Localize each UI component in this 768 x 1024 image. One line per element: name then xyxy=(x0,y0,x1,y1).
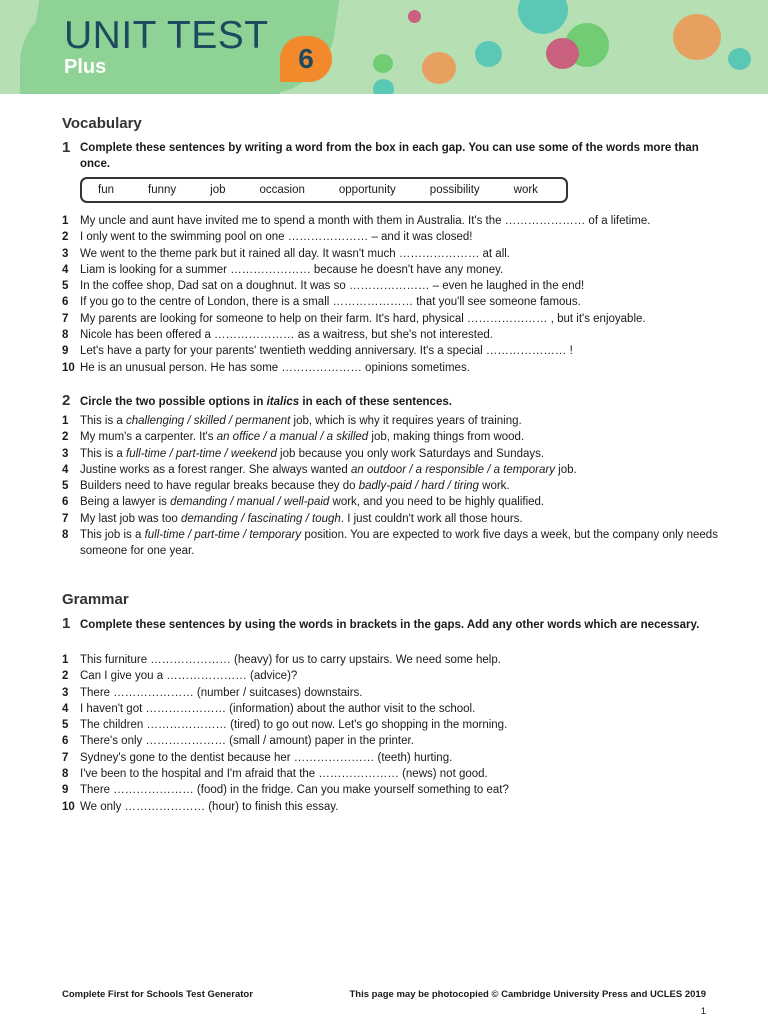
item-text: My mum's a carpenter. It's xyxy=(80,431,217,444)
item-number: 6 xyxy=(62,296,69,309)
item-text: work, and you need to be highly qualified. xyxy=(329,496,545,509)
instruction-italic: italics xyxy=(266,396,300,408)
decor-dot xyxy=(673,14,721,60)
item-text: This furniture ………………… (heavy) for us to carry upstairs. We need some help. xyxy=(80,654,501,666)
page-subtitle: Plus xyxy=(64,56,107,78)
list-item xyxy=(62,360,720,376)
item-number: 10 xyxy=(62,361,75,374)
item-text: We only ………………… (hour) to finish this essay. xyxy=(80,800,339,813)
item-text: Sydney's gone to the dentist because her ………………… (teeth) hurting. xyxy=(80,751,453,764)
item-options: demanding / fascinating / tough xyxy=(180,512,341,525)
list-item xyxy=(62,262,720,278)
item-options: full-time / part-time / weekend xyxy=(126,447,277,460)
item-number: 7 xyxy=(62,512,69,525)
item-options: badly-paid / hard / tiring xyxy=(358,480,479,493)
list-item xyxy=(62,494,720,510)
list-item xyxy=(62,343,720,359)
item-text: This is a xyxy=(80,447,127,460)
decor-dot xyxy=(475,41,502,67)
item-number: 1 xyxy=(62,415,69,427)
unit-number-badge: 6 xyxy=(280,36,332,82)
decor-dot xyxy=(408,10,421,23)
item-text: job. xyxy=(554,463,577,476)
item-text: If you go to the centre of London, there is a small ………………… that you'll see someone famous. xyxy=(80,296,581,309)
list-item xyxy=(62,246,720,262)
list-item xyxy=(62,717,720,733)
list-item xyxy=(62,462,720,478)
item-number: 2 xyxy=(62,431,69,444)
exercise-number: 2 xyxy=(62,392,71,409)
item-text: Can I give you a ………………… (advice)? xyxy=(80,670,298,683)
item-text: There ………………… (number / suitcases) downstairs. xyxy=(80,686,363,699)
word-box-word: possibility xyxy=(429,184,480,196)
instruction-text: in each of these sentences. xyxy=(299,396,452,408)
item-number: 10 xyxy=(62,800,75,813)
list-item xyxy=(62,527,720,560)
item-text: Nicole has been offered a ………………… as a waitress, but she's not interested. xyxy=(80,329,493,342)
list-item xyxy=(62,213,720,229)
list-item xyxy=(62,327,720,343)
item-number: 8 xyxy=(62,329,69,342)
footer-left: Complete First for Schools Test Generator xyxy=(62,989,253,1000)
vocabulary-ex1-items xyxy=(62,213,720,376)
vocabulary-heading: Vocabulary xyxy=(62,115,142,132)
item-number: 6 xyxy=(62,496,69,509)
list-item xyxy=(62,766,720,782)
item-text: work. xyxy=(478,480,510,493)
item-number: 2 xyxy=(62,670,69,683)
list-item xyxy=(62,782,720,798)
item-number: 4 xyxy=(62,702,69,715)
decor-dot xyxy=(422,52,456,84)
item-options: challenging / skilled / permanent xyxy=(126,415,291,427)
item-number: 6 xyxy=(62,735,69,748)
exercise-instruction: Complete these sentences by using the words in brackets in the gaps. Add any other words which are necessary. xyxy=(80,619,700,631)
item-text: We went to the theme park but it rained all day. It wasn't much ………………… at all. xyxy=(80,247,510,260)
list-item xyxy=(62,652,720,668)
list-item xyxy=(62,413,720,429)
item-number: 1 xyxy=(62,215,69,227)
item-number: 3 xyxy=(62,686,69,699)
item-number: 5 xyxy=(62,719,69,732)
item-text: job, which is why it requires years of training. xyxy=(290,415,522,427)
exercise-number: 1 xyxy=(62,615,71,632)
item-text: My last job was too xyxy=(80,512,181,525)
item-options: full-time / part-time / temporary xyxy=(144,529,302,542)
word-box-word: opportunity xyxy=(338,184,396,196)
list-item xyxy=(62,799,720,815)
item-options: demanding / manual / well-paid xyxy=(170,496,330,509)
item-text: Liam is looking for a summer ………………… because he doesn't have any money. xyxy=(80,263,504,276)
page-number: 1 xyxy=(700,1006,706,1017)
item-number: 1 xyxy=(62,654,69,666)
list-item xyxy=(62,478,720,494)
item-number: 5 xyxy=(62,480,69,493)
item-text: He is an unusual person. He has some ………………… opinions sometimes. xyxy=(80,361,470,374)
item-text: . I just couldn't work all those hours. xyxy=(340,512,523,525)
decor-dot xyxy=(546,38,579,69)
item-text: There's only ………………… (small / amount) paper in the printer. xyxy=(80,735,414,748)
list-item xyxy=(62,278,720,294)
item-number: 7 xyxy=(62,751,69,764)
word-box-word: occasion xyxy=(259,184,305,196)
vocabulary-ex2-items xyxy=(62,413,720,560)
decor-dot xyxy=(728,48,751,70)
decor-dot xyxy=(518,0,568,34)
item-text: The children ………………… (tired) to go out now. Let's go shopping in the morning. xyxy=(80,719,508,732)
item-options: an office / a manual / a skilled xyxy=(216,431,369,444)
item-text: In the coffee shop, Dad sat on a doughnut. It was so ………………… – even he laughed in the end! xyxy=(80,280,585,293)
footer-right: This page may be photocopied © Cambridge University Press and UCLES 2019 xyxy=(349,989,706,1000)
item-text: This job is a xyxy=(80,529,145,542)
item-text: I've been to the hospital and I'm afraid that the ………………… (news) not good. xyxy=(80,768,488,781)
grammar-heading: Grammar xyxy=(62,591,129,608)
word-box-word: job xyxy=(210,184,226,196)
item-text: There ………………… (food) in the fridge. Can you make yourself something to eat? xyxy=(80,784,509,797)
item-number: 9 xyxy=(62,784,69,797)
item-text: This is a xyxy=(80,415,127,427)
list-item xyxy=(62,668,720,684)
instruction-text: Circle the two possible options in xyxy=(80,396,267,408)
exercise-number: 1 xyxy=(62,139,71,156)
item-text: I only went to the swimming pool on one ………………… – and it was closed! xyxy=(80,231,473,244)
item-number: 2 xyxy=(62,231,69,244)
item-text: job because you only work Saturdays and Sundays. xyxy=(276,447,545,460)
item-text: My parents are looking for someone to help on their farm. It's hard, physical ………………… , but it's enjoyable. xyxy=(80,312,646,325)
item-text: I haven't got ………………… (information) about the author visit to the school. xyxy=(80,702,476,715)
list-item xyxy=(62,685,720,701)
page-title: UNIT TEST xyxy=(64,14,269,57)
item-number: 3 xyxy=(62,247,69,260)
item-number: 8 xyxy=(62,529,69,542)
item-text: Builders need to have regular breaks because they do xyxy=(80,480,359,493)
decor-dot xyxy=(373,79,394,94)
item-text: position. You are expected to work five days a week, but the company only needs someone for one year. xyxy=(80,529,718,558)
list-item xyxy=(62,229,720,245)
list-item xyxy=(62,429,720,445)
item-number: 7 xyxy=(62,312,69,325)
item-text: Being a lawyer is xyxy=(80,496,171,509)
item-number: 9 xyxy=(62,345,69,358)
word-box-word: funny xyxy=(148,184,177,196)
exercise-instruction: Complete these sentences by writing a word from the box in each gap. You can use some of the words more than once. xyxy=(80,142,699,170)
list-item xyxy=(62,446,720,462)
list-item xyxy=(62,311,720,327)
item-number: 8 xyxy=(62,768,69,781)
word-box-word: work xyxy=(513,184,538,196)
item-number: 5 xyxy=(62,280,69,293)
item-text: Let's have a party for your parents' twentieth wedding anniversary. It's a special ………………… ! xyxy=(80,345,573,358)
header-banner xyxy=(0,0,768,94)
decor-dot xyxy=(373,54,393,73)
exercise-instruction xyxy=(80,394,712,410)
item-number: 4 xyxy=(62,463,69,476)
list-item xyxy=(62,294,720,310)
grammar-ex1-items xyxy=(62,652,720,815)
item-text: My uncle and aunt have invited me to spend a month with them in Australia. It's the ………………… of a lifetime. xyxy=(80,215,651,227)
list-item xyxy=(62,733,720,749)
item-number: 4 xyxy=(62,263,69,276)
word-box-word: fun xyxy=(98,184,114,196)
list-item xyxy=(62,701,720,717)
item-options: an outdoor / a responsible / a temporary xyxy=(351,463,555,476)
item-number: 3 xyxy=(62,447,69,460)
item-text: Justine works as a forest ranger. She always wanted xyxy=(80,463,352,476)
word-box xyxy=(80,177,568,203)
list-item xyxy=(62,750,720,766)
item-text: job, making things from wood. xyxy=(368,431,525,444)
list-item xyxy=(62,511,720,527)
